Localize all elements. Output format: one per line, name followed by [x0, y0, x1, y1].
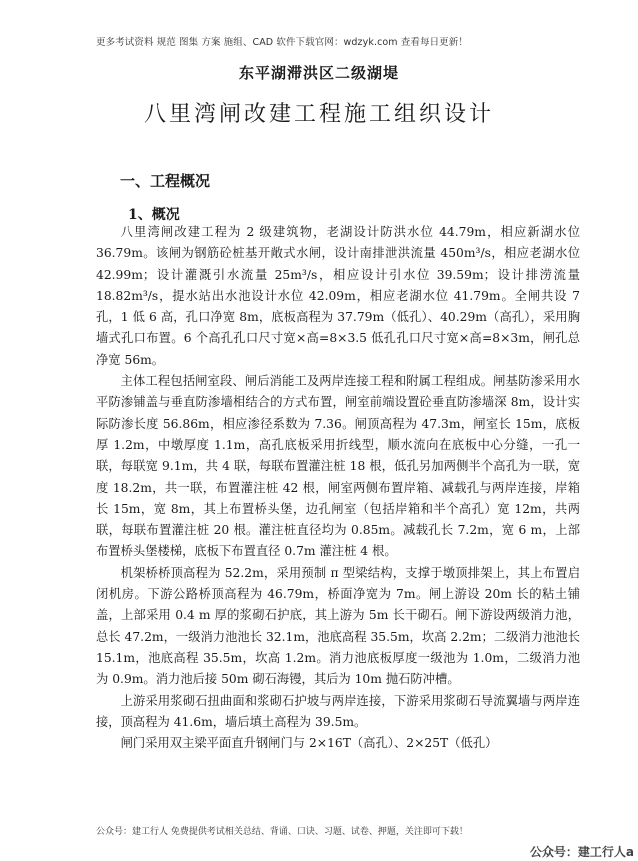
paragraph: 上游采用浆砌石扭曲面和浆砌石护坡与两岸连接，下游采用浆砌石导流翼墙与两岸连接，顶高程为 41.6m，墙后填土高程为 39.5m。: [96, 693, 580, 729]
document-title: 八里湾闸改建工程施工组织设计: [143, 102, 494, 127]
subsection-heading: 1、概况: [128, 207, 180, 223]
watermark: 公众号：建工行人a: [529, 845, 634, 859]
section-heading: 一、工程概况: [120, 172, 211, 190]
body-text: [96, 222, 580, 754]
paragraph: 主体工程包括闸室段、闸后消能工及两岸连接工程和附属工程组成。闸基防渗采用水平防渗铺盖与垂直防渗墙相结合的方式布置，闸室前端设置砼垂直防渗墙深 8m，设计实际防渗长度 56.86m，相应渗径系数为 7.36。闸顶高程为 47.3m，闸室长 15m，底板厚 1.2m，中墩厚度 1.1m，高孔底板采用折线型，顺水流向在底板中心分缝，一孔一联，每联宽 9.1m，共 4 联，每联布置灌注桩 18 根，低孔另加两侧半个高孔为一联，宽度 18.2m，共一联，布置灌注桩 42 根，闸室两侧布置岸箱、减载孔与两岸连接，岸箱长 15m，宽 8m，其上布置桥头堡，边孔闸室（包括岸箱和半个高孔）宽 12m，共两联，每联布置灌注桩 20 根。灌注桩直径均为 0.85m。减载孔长 7.2m，宽 6 m，上部布置桥头堡楼梯，底板下布置直径 0.7m 灌注桩 4 根。: [96, 374, 580, 559]
footer-note: 公众号：建工行人 免费提供考试相关总结、背诵、口诀、习题、试卷、押题，关注即可下载！: [96, 827, 468, 837]
document-subtitle: 东平湖滞洪区二级湖堤: [238, 64, 399, 82]
paragraph: 闸门采用双主梁平面直升钢闸门与 2×16T（高孔）、2×25T（低孔）: [120, 736, 498, 751]
header-note: 更多考试资料 规范 图集 方案 施组、CAD 软件下载官网：wdzyk.com 查看每日更新！: [96, 37, 468, 48]
paragraph: 机架桥桥顶高程为 52.2m，采用预制 π 型梁结构，支撑于墩顶排架上，其上布置启闭机房。下游公路桥顶高程为 46.79m，桥面净宽为 7m。闸上游设 20m 长的粘土铺盖，上部采用 0.4 m 厚的浆砌石护底，其上游为 5m 长干砌石。闸下游设两级消力池，总长 47.2m，一级消力池池长 32.1m，池底高程 35.5m，坎高 2.2m；二级消力池池长 15.1m，池底高程 35.5m，坎高 1.2m。消力池底板厚度一级池为 1.0m，二级消力池为 0.9m。消力池后接 50m 砌石海镘，其后为 10m 抛石防冲槽。: [96, 565, 580, 687]
paragraph: 八里湾闸改建工程为 2 级建筑物，老湖设计防洪水位 44.79m，相应新湖水位 36.79m。该闸为钢筋砼桩基开敞式水闸，设计南排泄洪流量 450m³/s，相应老湖水位 42.99m；设计灌溉引水流量 25m³/s，相应设计引水位 39.59m；设计排涝流量 18.82m³/s，提水站出水池设计水位 42.09m，相应老湖水位 41.79m。全闸共设 7 孔，1 低 6 高，孔口净宽 8m，底板高程为 37.79m（低孔）、40.29m（高孔），采用胸墙式孔口布置。6 个高孔孔口尺寸宽×高=8×3.5 低孔孔口尺寸宽×高=8×3m，闸孔总净宽 56m。: [96, 225, 580, 367]
